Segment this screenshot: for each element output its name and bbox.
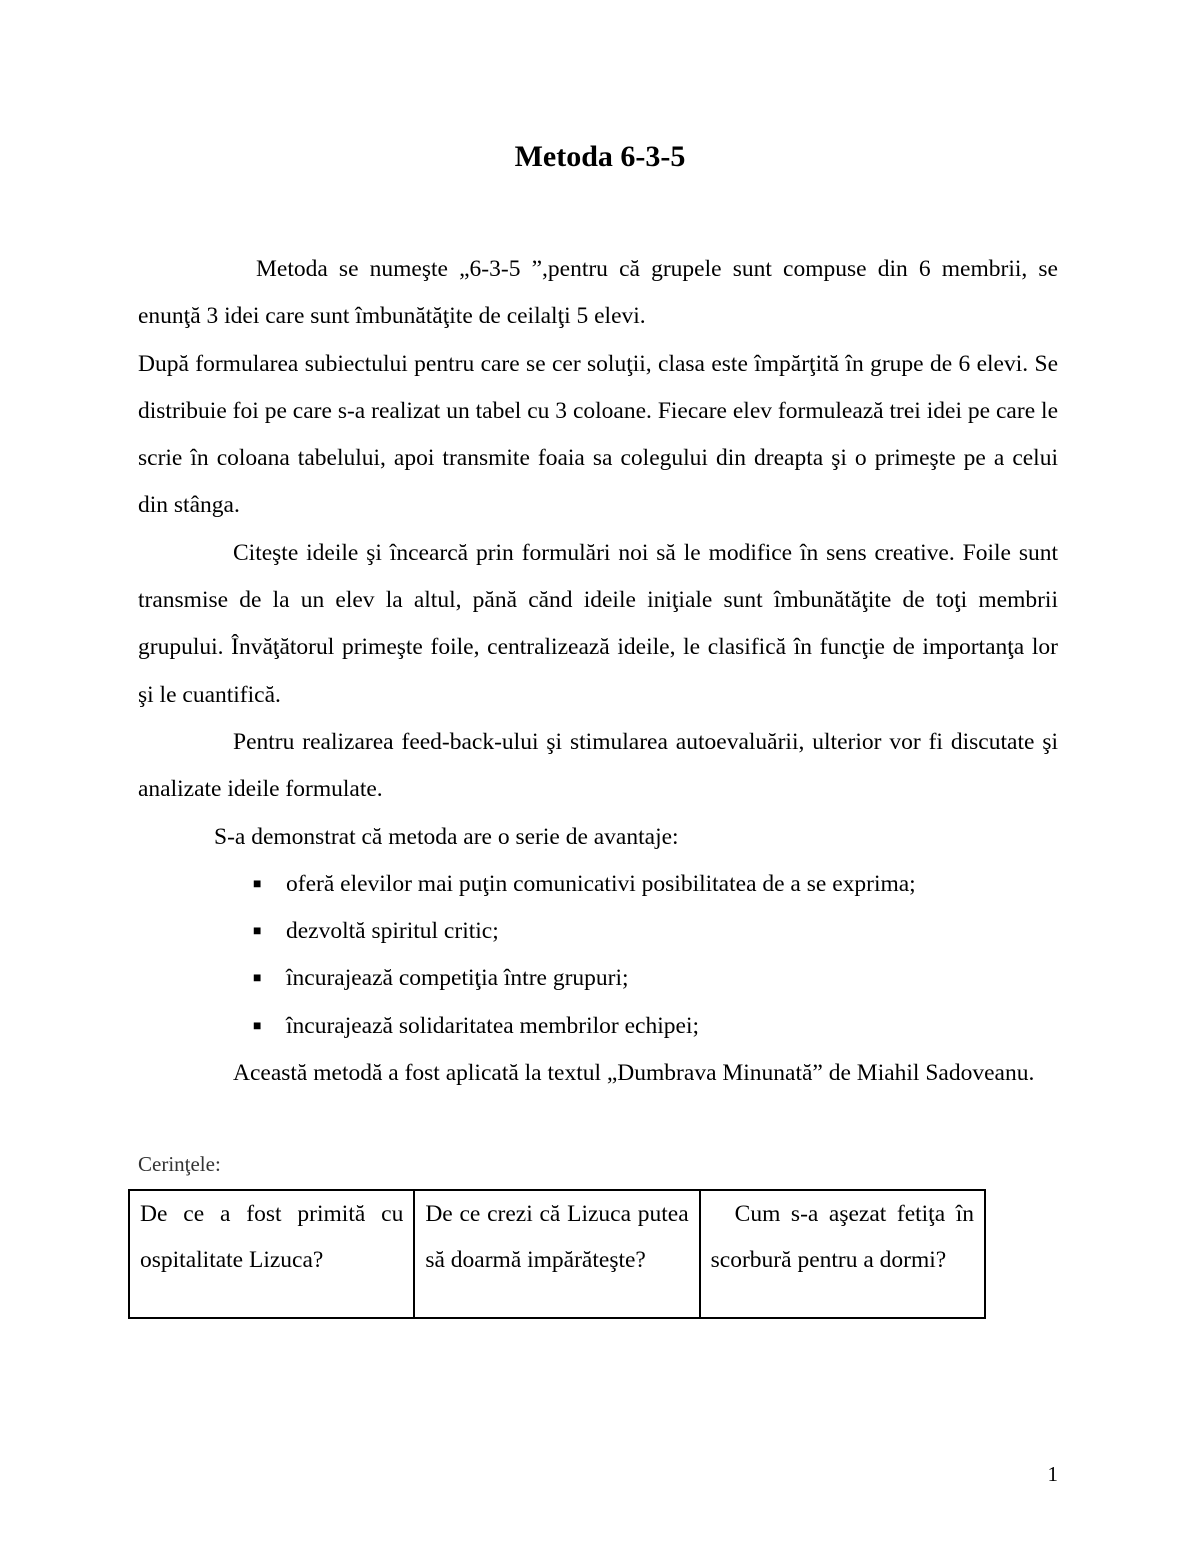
paragraph-application: Această metodă a fost aplicată la textul „Dumbrava Minunată” de Miahil Sadoveanu. (233, 1060, 1035, 1087)
advantage-text: oferă elevilor mai puţin comunicativi posibilitatea de a se exprima; (286, 870, 916, 897)
requirements-label: Cerinţele: (138, 1152, 221, 1176)
table-row (129, 1190, 985, 1318)
page-number: 1 (1047, 1462, 1058, 1486)
list-item (138, 861, 1058, 908)
square-bullet-icon: ■ (253, 924, 262, 940)
paragraph-intro: Metoda se numeşte „6-3-5 ”,pentru că grupele sunt compuse din 6 membrii, se enunţă 3 idei care sunt îmbunătăţite de ceilalţi 5 elevi. (138, 256, 1058, 330)
document-title: Metoda 6-3-5 (514, 140, 686, 173)
list-item (138, 955, 1058, 1002)
paragraph-process: Citeşte ideile şi încearcă prin formulări noi să le modifice în sens creative. Foile sunt transmise de la un elev la altul, pănă cănd ideile iniţiale sunt îmbunătăţite de toţi membrii grupului. Învăţătorul primeşte foile, centralizează ideile, le clasifică în funcţie de importanţa lor şi le cuantifică. (138, 539, 1058, 708)
table-cell (414, 1190, 699, 1318)
requirement-question: De ce a fost primită cu ospitalitate Lizuca? (140, 1201, 404, 1273)
paragraph-advantages-intro: S-a demonstrat că metoda are o serie de avantaje: (214, 823, 679, 850)
document-body (138, 246, 1058, 1097)
list-item (138, 1003, 1058, 1050)
requirement-question: De ce crezi că Lizuca putea să doarmă impărăteşte? (425, 1201, 689, 1273)
square-bullet-icon: ■ (253, 876, 262, 892)
advantage-text: dezvoltă spiritul critic; (286, 918, 499, 945)
requirements-table (128, 1189, 986, 1319)
paragraph-procedure: După formularea subiectului pentru care se cer soluţii, clasa este împărţită în grupe de 6 elevi. Se distribuie foi pe care s-a realizat un tabel cu 3 coloane. Fiecare elev formulează trei idei pe care le scrie în coloana tabelului, apoi transmite foaia sa colegului din dreapta şi o primeşte pe a celui din stânga. (138, 350, 1058, 519)
table-cell (700, 1190, 985, 1318)
list-item (138, 908, 1058, 955)
advantage-text: încurajează competiţia între grupuri; (286, 965, 629, 992)
advantages-list (138, 861, 1058, 1050)
advantage-text: încurajează solidaritatea membrilor echipei; (286, 1012, 700, 1039)
requirement-question: Cum s-a aşezat fetiţa în scorbură pentru a dormi? (710, 1201, 974, 1273)
paragraph-feedback: Pentru realizarea feed-back-ului şi stimularea autoevaluării, ulterior vor fi discutate şi analizate ideile formulate. (138, 728, 1058, 803)
square-bullet-icon: ■ (253, 1018, 262, 1034)
table-cell (129, 1190, 414, 1318)
square-bullet-icon: ■ (253, 971, 262, 987)
